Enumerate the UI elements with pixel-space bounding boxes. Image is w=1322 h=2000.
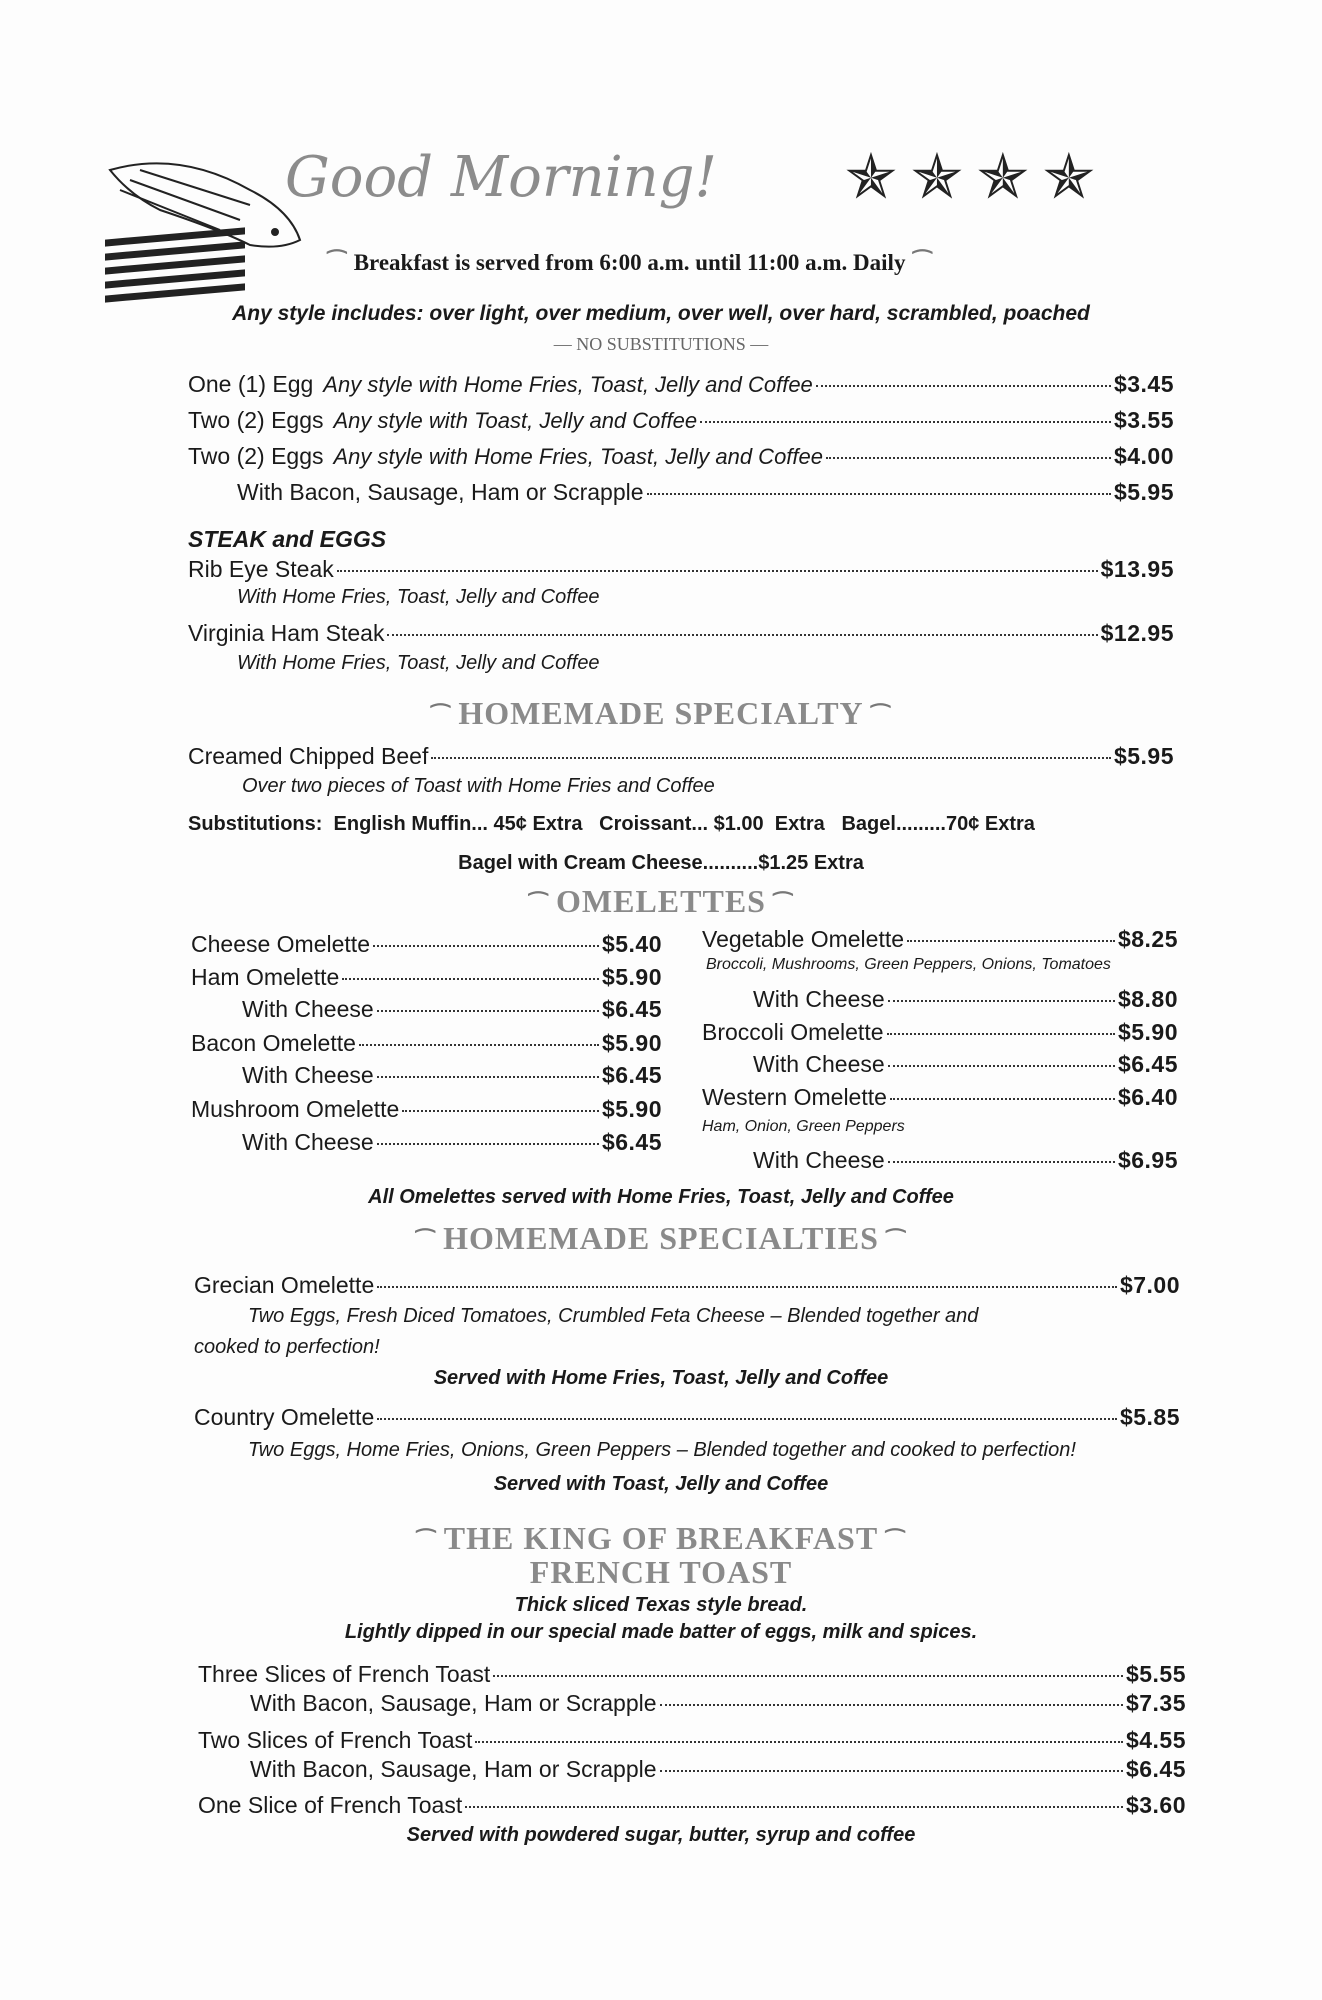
menu-item [242, 1062, 662, 1089]
item-name: One (1) Egg [188, 371, 314, 397]
flourish-icon: ⁀ [886, 1229, 906, 1254]
item-name: Broccoli Omelette [702, 1019, 884, 1045]
item-price: $13.95 [1100, 556, 1174, 582]
dot-leader [647, 493, 1111, 495]
item-price: $8.80 [1117, 986, 1178, 1012]
item-price: $6.95 [1117, 1147, 1178, 1173]
dot-leader [431, 757, 1111, 759]
item-name: With Bacon, Sausage, Ham or Scrapple [250, 1690, 657, 1716]
item-note: Two Eggs, Fresh Diced Tomatoes, Crumbled Feta Cheese – Blended together and [248, 1305, 979, 1327]
menu-item [702, 1019, 1178, 1046]
item-price: $5.85 [1119, 1404, 1180, 1430]
menu-item [237, 479, 1174, 506]
bagel-cream-cheese: Bagel with Cream Cheese..........$1.25 Extra [458, 852, 864, 874]
dot-leader [907, 940, 1115, 942]
served-with: Served with Home Fries, Toast, Jelly and Coffee [433, 1367, 889, 1389]
star-icon: ✯ [910, 143, 963, 212]
section-heading: ⁀ OMELETTES ⁀ [529, 883, 793, 919]
dot-leader [373, 945, 599, 947]
menu-item [188, 743, 1174, 770]
dot-leader [493, 1675, 1123, 1677]
dot-leader [475, 1741, 1123, 1743]
menu-item [198, 1661, 1186, 1688]
item-price: $6.45 [1117, 1051, 1178, 1077]
item-note: cooked to perfection! [194, 1336, 380, 1358]
menu-item [753, 1051, 1178, 1078]
item-name: Creamed Chipped Beef [188, 743, 429, 769]
substitutions-line: Substitutions: English Muffin... 45¢ Extra Croissant... $1.00 Extra Bagel.........70¢ Extra [188, 813, 1035, 835]
item-name: With Cheese [753, 1147, 885, 1173]
menu-item [250, 1690, 1186, 1717]
french-toast-desc: Lightly dipped in our special made batter of eggs, milk and spices. [344, 1621, 978, 1643]
item-price: $6.45 [601, 1129, 662, 1155]
item-note: Ham, Onion, Green Peppers [702, 1118, 905, 1135]
dot-leader [887, 1033, 1115, 1035]
item-note: Over two pieces of Toast with Home Fries and Coffee [242, 775, 715, 797]
item-name: Country Omelette [194, 1404, 375, 1430]
section-subheading: FRENCH TOAST [529, 1554, 793, 1590]
item-name: With Cheese [242, 1062, 374, 1088]
item-name: One Slice of French Toast [198, 1792, 463, 1818]
dot-leader [888, 1161, 1115, 1163]
flourish-icon: ⁀ [417, 1529, 436, 1554]
star-icon: ✯ [845, 143, 897, 212]
flourish-icon: ⁀ [913, 250, 932, 275]
item-description: Any style with Home Fries, Toast, Jelly and Coffee [323, 372, 813, 397]
flourish-icon: ⁀ [416, 1229, 436, 1254]
menu-item [242, 1129, 662, 1156]
menu-item [191, 1030, 662, 1057]
item-price: $4.00 [1113, 443, 1174, 469]
item-name: Two (2) Eggs [188, 407, 324, 433]
item-name: Three Slices of French Toast [198, 1661, 491, 1687]
dot-leader [465, 1806, 1123, 1808]
menu-item [198, 1792, 1186, 1819]
dot-leader [377, 1010, 599, 1012]
dot-leader [890, 1098, 1115, 1100]
item-name: Virginia Ham Steak [188, 620, 385, 646]
item-price: $6.40 [1117, 1084, 1178, 1110]
item-price: $4.55 [1125, 1727, 1186, 1753]
item-price: $5.55 [1125, 1661, 1186, 1687]
item-name: With Cheese [753, 986, 885, 1012]
item-name: With Cheese [242, 1129, 374, 1155]
flourish-icon: ⁀ [328, 250, 346, 275]
dot-leader [377, 1143, 599, 1145]
menu-item [191, 931, 662, 958]
dot-leader [359, 1044, 599, 1046]
menu-item [250, 1756, 1186, 1783]
breakfast-hours: Breakfast is served from 6:00 a.m. until 11:00 a.m. Daily [353, 250, 906, 275]
stars-decoration [845, 140, 1109, 213]
item-description: Any style with Home Fries, Toast, Jelly and Coffee [333, 444, 823, 469]
dot-leader [660, 1704, 1123, 1706]
section-heading: ⁀ HOMEMADE SPECIALTIES ⁀ [416, 1220, 906, 1256]
menu-item [191, 1096, 662, 1123]
menu-item [198, 1727, 1186, 1754]
section-heading: ⁀ HOMEMADE SPECIALTY ⁀ [431, 695, 891, 731]
item-name: Ham Omelette [191, 964, 340, 990]
item-price: $7.00 [1119, 1272, 1180, 1298]
item-price: $5.90 [601, 964, 662, 990]
item-name: Western Omelette [702, 1084, 887, 1110]
flourish-icon: ⁀ [431, 704, 451, 729]
item-name: Rib Eye Steak [188, 556, 334, 582]
french-toast-desc: Thick sliced Texas style bread. [514, 1594, 808, 1616]
item-name: With Cheese [242, 996, 374, 1022]
flourish-icon: ⁀ [886, 1529, 905, 1554]
item-price: $6.45 [601, 996, 662, 1022]
item-price: $6.45 [601, 1062, 662, 1088]
eagle-flag-logo [100, 150, 305, 310]
item-price: $7.35 [1125, 1690, 1186, 1716]
menu-item [194, 1272, 1180, 1299]
menu-item [194, 1404, 1180, 1431]
item-name: With Bacon, Sausage, Ham or Scrapple [237, 479, 644, 505]
star-icon: ✯ [1042, 143, 1095, 212]
page-title: Good Morning! [285, 145, 718, 210]
menu-item [188, 620, 1174, 647]
steak-heading: STEAK and EGGS [188, 526, 387, 552]
served-with: Served with Toast, Jelly and Coffee [493, 1473, 829, 1495]
dot-leader [377, 1076, 599, 1078]
item-description: Any style with Toast, Jelly and Coffee [333, 408, 698, 433]
item-name: Grecian Omelette [194, 1272, 375, 1298]
dot-leader [387, 634, 1097, 636]
item-note: Broccoli, Mushrooms, Green Peppers, Onions, Tomatoes [706, 956, 1111, 973]
flourish-icon: ⁀ [773, 892, 793, 917]
item-price: $3.60 [1125, 1792, 1186, 1818]
menu-item [188, 556, 1174, 583]
dot-leader [700, 421, 1111, 423]
flourish-icon: ⁀ [529, 892, 549, 917]
item-name: Two Slices of French Toast [198, 1727, 473, 1753]
menu-item [188, 443, 1174, 470]
menu-item [753, 1147, 1178, 1174]
menu-item [702, 926, 1178, 953]
menu-item [191, 964, 662, 991]
item-price: $6.45 [1125, 1756, 1186, 1782]
dot-leader [888, 1000, 1115, 1002]
no-substitutions: — NO SUBSTITUTIONS — [553, 334, 769, 354]
dot-leader [377, 1286, 1117, 1288]
item-note: With Home Fries, Toast, Jelly and Coffee [237, 586, 600, 608]
omelettes-footer: All Omelettes served with Home Fries, Toast, Jelly and Coffee [368, 1186, 954, 1208]
menu-item [188, 407, 1174, 434]
item-price: $5.95 [1113, 479, 1174, 505]
item-price: $12.95 [1100, 620, 1174, 646]
item-name: Cheese Omelette [191, 931, 370, 957]
dot-leader [826, 457, 1111, 459]
item-price: $5.90 [601, 1096, 662, 1122]
flourish-icon: ⁀ [871, 704, 891, 729]
item-name: With Cheese [753, 1051, 885, 1077]
item-name: Vegetable Omelette [702, 926, 905, 952]
menu-item [242, 996, 662, 1023]
star-icon: ✯ [976, 143, 1029, 212]
dot-leader [816, 385, 1111, 387]
menu-item [753, 986, 1178, 1013]
dot-leader [377, 1418, 1117, 1420]
dot-leader [888, 1065, 1115, 1067]
section-heading: ⁀ THE KING OF BREAKFAST ⁀ [417, 1520, 905, 1556]
item-name: Two (2) Eggs [188, 443, 324, 469]
dot-leader [402, 1110, 599, 1112]
item-name: Bacon Omelette [191, 1030, 356, 1056]
item-note: Two Eggs, Home Fries, Onions, Green Peppers – Blended together and cooked to perfection! [248, 1439, 1076, 1461]
french-toast-footer: Served with powdered sugar, butter, syrup and coffee [406, 1824, 916, 1846]
item-note: With Home Fries, Toast, Jelly and Coffee [237, 652, 600, 674]
item-price: $3.45 [1113, 371, 1174, 397]
dot-leader [342, 978, 599, 980]
item-price: $5.90 [1117, 1019, 1178, 1045]
hours-line [320, 250, 939, 276]
item-name: Mushroom Omelette [191, 1096, 400, 1122]
item-name: With Bacon, Sausage, Ham or Scrapple [250, 1756, 657, 1782]
menu-item [702, 1084, 1178, 1111]
any-style-line: Any style includes: over light, over medium, over well, over hard, scrambled, poached [232, 302, 1090, 325]
item-price: $5.90 [601, 1030, 662, 1056]
menu-item [188, 371, 1174, 398]
dot-leader [337, 570, 1098, 572]
item-price: $3.55 [1113, 407, 1174, 433]
item-price: $5.40 [601, 931, 662, 957]
item-price: $8.25 [1117, 926, 1178, 952]
item-price: $5.95 [1113, 743, 1174, 769]
dot-leader [660, 1770, 1123, 1772]
